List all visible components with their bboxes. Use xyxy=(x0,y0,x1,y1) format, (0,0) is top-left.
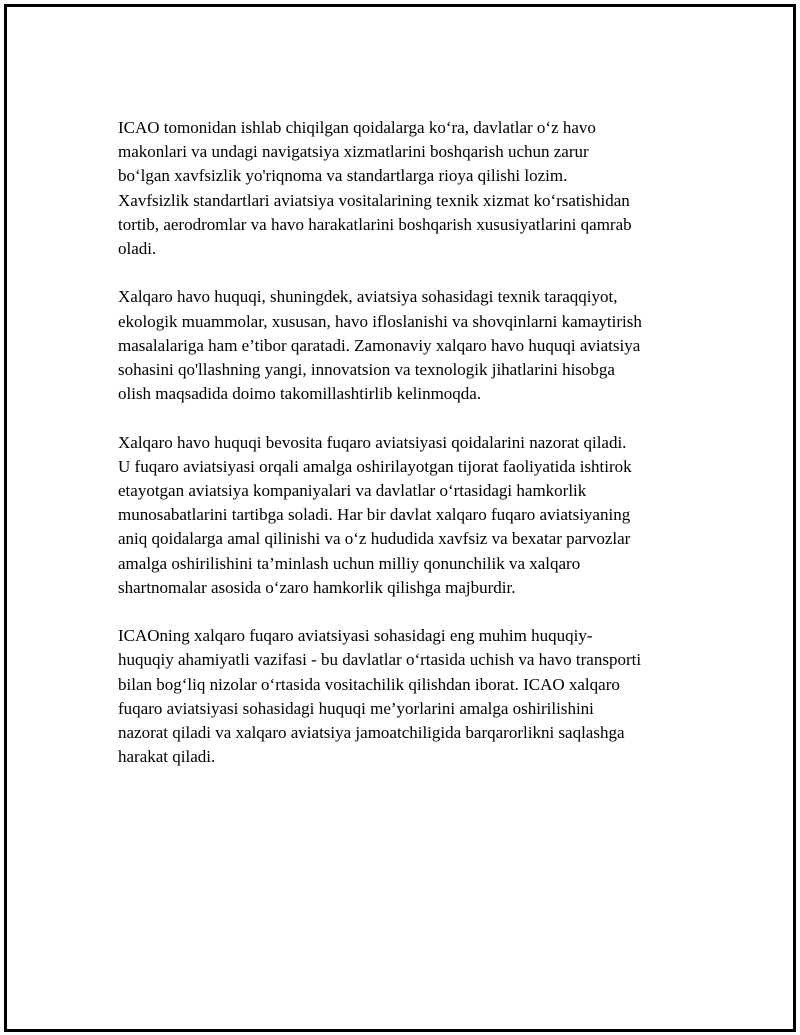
paragraph-icao-standards: ICAO tomonidan ishlab chiqilgan qoidalarga ko‘ra, davlatlar o‘z havo makonlari va undagi navigatsiya xizmatlarini boshqarish uchun zarur bo‘lgan xavfsizlik yo'riqnoma va standartlarga rioya qilishi lozim. Xavfsizlik standartlari aviatsiya vositalarining texnik xizmat ko‘rsatishidan tortib, aerodromlar va havo harakatlarini boshqarish xususiyatlarini qamrab oladi. xyxy=(118,118,632,259)
paragraph-air-law-technology: Xalqaro havo huquqi, shuningdek, aviatsiya sohasidagi texnik taraqqiyot, ekologik muammolar, xususan, havo ifloslanishi va shovqinlarni kamaytirish masalalariga ham e’tibor qaratadi. Zamonaviy xalqaro havo huquqi aviatsiya sohasini qo'llashning yangi, innovatsion va texnologik jihatlarini hisobga olish maqsadida doimo takomillashtirlib kelinmoqda. xyxy=(118,287,642,404)
paragraph-icao-mediation: ICAOning xalqaro fuqaro aviatsiyasi sohasidagi eng muhim huquqiy- huquqiy ahamiyatli vazifasi - bu davlatlar o‘rtasida uchish va havo transporti bilan bog‘liq nizolar o‘rtasida vositachilik qilishdan iborat. ICAO xalqaro fuqaro aviatsiyasi sohasidagi huquqi me’yorlarini amalga oshirilishini nazorat qiladi va xalqaro aviatsiya jamoatchiligida barqarorlikni saqlashga harakat qiladi. xyxy=(118,626,642,767)
paragraph-civil-aviation-regulation: Xalqaro havo huquqi bevosita fuqaro aviatsiyasi qoidalarini nazorat qiladi. U fuqaro aviatsiyasi orqali amalga oshirilayotgan tijorat faoliyatida ishtirok etayotgan aviatsiya kompaniyalari va davlatlar o‘rtasidagi hamkorlik munosabatlarini tartibga soladi. Har bir davlat xalqaro fuqaro aviatsiyaning aniq qoidalarga amal qilinishi va o‘z hududida xavfsiz va bexatar parvozlar amalga oshirilishini ta’minlash uchun milliy qonunchilik va xalqaro shartnomalar asosida o‘zaro hamkorlik qilishga majburdir. xyxy=(118,432,632,597)
document-body xyxy=(118,116,698,794)
